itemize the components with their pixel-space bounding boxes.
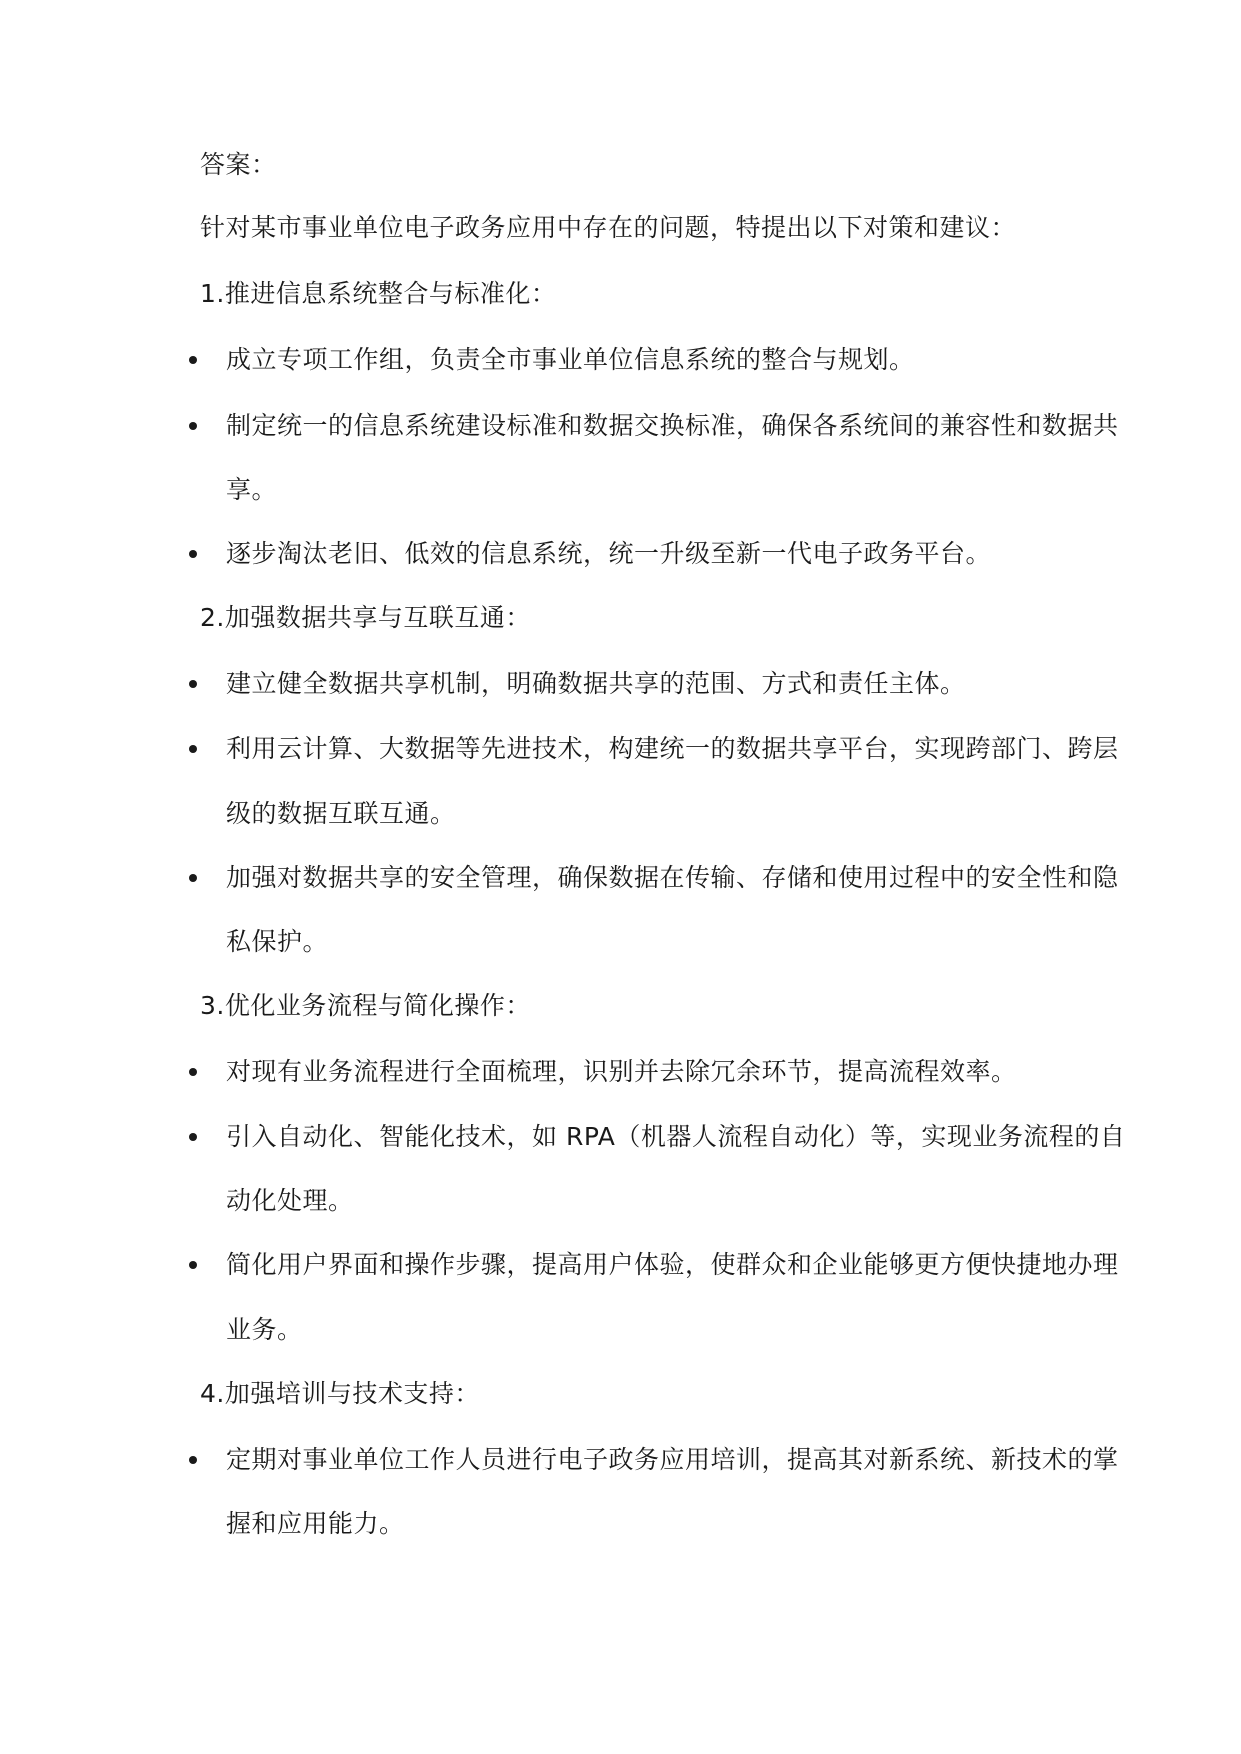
section-heading-2: 2.加强数据共享与互联互通：	[200, 603, 531, 632]
bullet-icon	[189, 422, 197, 430]
bullet-text: 建立健全数据共享机制，明确数据共享的范围、方式和责任主体。	[226, 669, 966, 698]
bullet-icon	[189, 874, 197, 882]
bullet-text-continuation: 动化处理。	[226, 1186, 354, 1215]
bullet-icon	[189, 680, 197, 688]
bullet-icon	[189, 745, 197, 753]
section-heading-1: 1.推进信息系统整合与标准化：	[200, 279, 557, 308]
bullet-text: 定期对事业单位工作人员进行电子政务应用培训，提高其对新系统、新技术的掌	[226, 1445, 1119, 1474]
bullet-icon	[189, 1068, 197, 1076]
bullet-icon	[189, 1261, 197, 1269]
bullet-text: 制定统一的信息系统建设标准和数据交换标准，确保各系统间的兼容性和数据共	[226, 411, 1119, 440]
bullet-text-continuation: 握和应用能力。	[226, 1509, 405, 1538]
bullet-text-continuation: 业务。	[226, 1315, 303, 1344]
bullet-text: 逐步淘汰老旧、低效的信息系统，统一升级至新一代电子政务平台。	[226, 539, 992, 568]
section-heading-4: 4.加强培训与技术支持：	[200, 1379, 480, 1408]
bullet-text: 成立专项工作组，负责全市事业单位信息系统的整合与规划。	[226, 345, 915, 374]
section-heading-3: 3.优化业务流程与简化操作：	[200, 991, 531, 1020]
bullet-icon	[189, 1456, 197, 1464]
bullet-icon	[189, 1133, 197, 1141]
bullet-icon	[189, 550, 197, 558]
intro-paragraph: 针对某市事业单位电子政务应用中存在的问题，特提出以下对策和建议：	[200, 213, 1017, 242]
answer-label: 答案：	[200, 150, 277, 179]
bullet-text: 利用云计算、大数据等先进技术，构建统一的数据共享平台，实现跨部门、跨层	[226, 734, 1119, 763]
bullet-text-continuation: 级的数据互联互通。	[226, 799, 456, 828]
bullet-icon	[189, 356, 197, 364]
bullet-text-continuation: 私保护。	[226, 927, 329, 956]
bullet-text: 引入自动化、智能化技术，如 RPA（机器人流程自动化）等，实现业务流程的自	[226, 1122, 1126, 1151]
bullet-text: 加强对数据共享的安全管理，确保数据在传输、存储和使用过程中的安全性和隐	[226, 863, 1119, 892]
bullet-text: 对现有业务流程进行全面梳理，识别并去除冗余环节，提高流程效率。	[226, 1057, 1017, 1086]
bullet-text-continuation: 享。	[226, 475, 278, 504]
bullet-text: 简化用户界面和操作步骤，提高用户体验，使群众和企业能够更方便快捷地办理	[226, 1250, 1119, 1279]
